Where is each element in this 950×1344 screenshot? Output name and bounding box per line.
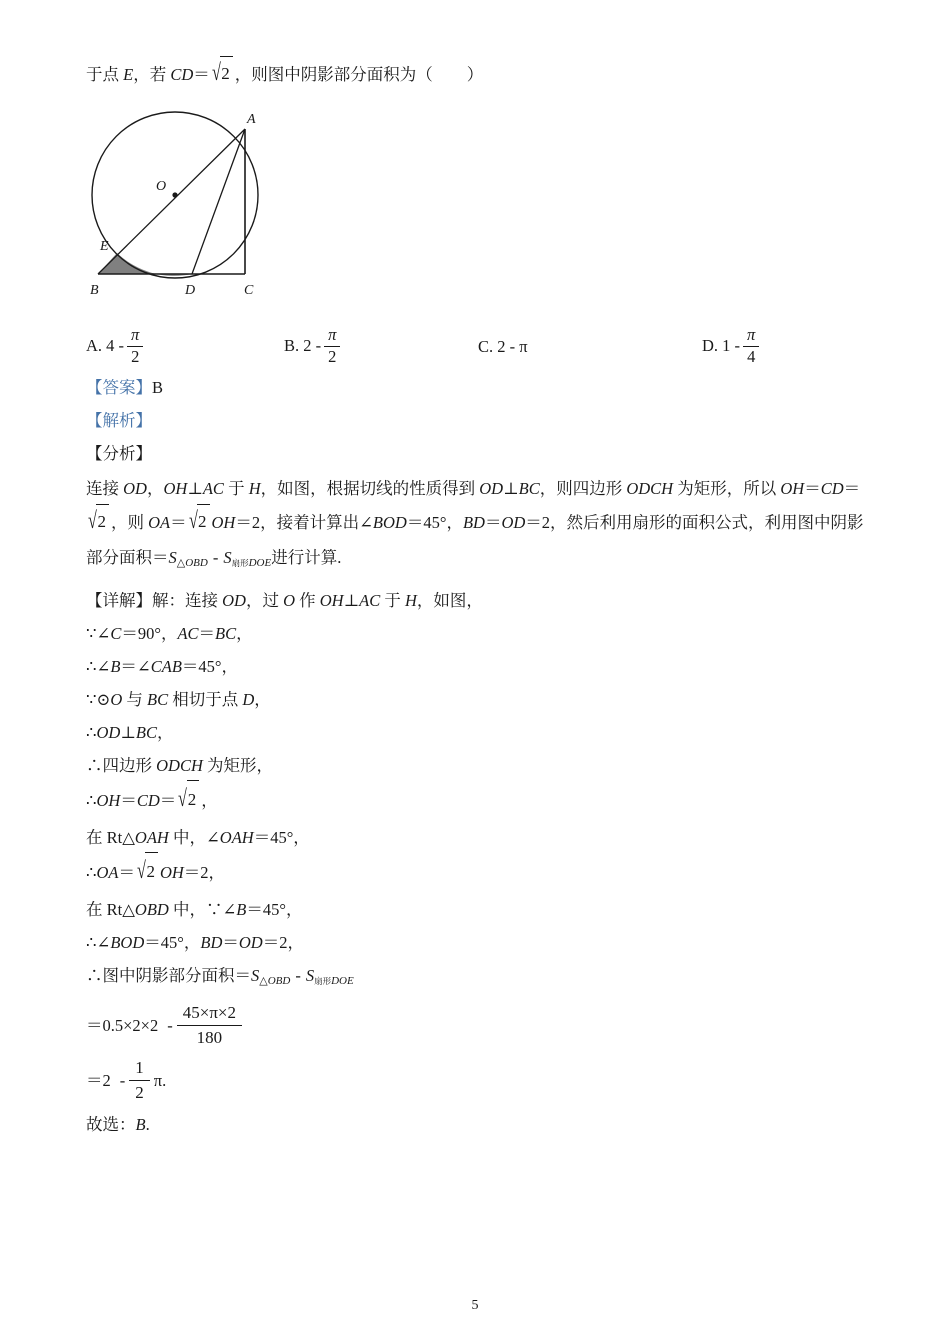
- sol12-minus: -: [295, 966, 301, 985]
- an2-eq1: ＝: [170, 513, 187, 532]
- stem-prefix: 于点: [86, 65, 124, 84]
- answer-block: [86, 371, 876, 1141]
- sol4-t2: 相切于点: [168, 690, 243, 709]
- geometry-figure: [86, 104, 286, 299]
- option-d[interactable]: [702, 326, 762, 368]
- sol8-t2: 中，: [168, 828, 206, 847]
- stem-mid1: ，若: [133, 65, 171, 84]
- sol11-eq3: ＝2，: [262, 933, 304, 952]
- sol8-eq1: ＝45°，: [253, 828, 310, 847]
- sol5-t1: ，: [156, 723, 174, 742]
- sol1-t3: 作: [295, 591, 320, 610]
- sol1-m5: H: [404, 591, 417, 610]
- answer-value: B: [152, 378, 164, 397]
- label-d: D: [185, 283, 196, 298]
- option-a[interactable]: [86, 326, 146, 368]
- sol2-m3: BC: [215, 624, 237, 643]
- an2-m3: BOD: [372, 513, 407, 532]
- sol11-m3: OD: [238, 933, 263, 952]
- sol11-m1: BOD: [110, 933, 145, 952]
- answer-label: 【答案】: [86, 378, 152, 397]
- analysis-line-1: [86, 479, 844, 498]
- sol9-m1: OA: [96, 863, 119, 882]
- circle-symbol-icon: ⊙: [96, 690, 111, 709]
- sol10-t2: 中，: [168, 900, 206, 919]
- an2-m2: OH: [211, 513, 236, 532]
- sol3-sym: ∴: [86, 657, 97, 676]
- solution-line-7: [86, 782, 876, 821]
- an3-t1: 中阴影部分面积＝: [86, 513, 864, 567]
- answer-options: [86, 316, 876, 372]
- option-c-minus: -: [509, 337, 516, 356]
- solution-line-15: [86, 1108, 876, 1141]
- option-d-num: π: [743, 325, 759, 347]
- an1-m7: ODCH: [626, 479, 674, 498]
- sol3-eq1: ＝: [120, 657, 137, 676]
- solution-line-13: [86, 998, 876, 1054]
- segment-ad: [192, 129, 245, 274]
- an3-s1: S: [168, 548, 177, 567]
- sol12-s2sub-pre: 扇形: [314, 976, 332, 986]
- solution-line-9: [86, 854, 876, 893]
- sol14-num: 1: [129, 1057, 150, 1081]
- sol2-t2: ，: [236, 624, 253, 643]
- label-e: E: [100, 239, 109, 254]
- label-o: O: [156, 179, 167, 194]
- sol4-t1: 与: [122, 690, 147, 709]
- sol12-s1: S: [251, 966, 260, 985]
- an1-t6: 为矩形，所以: [673, 479, 781, 498]
- sol11-m2: BD: [200, 933, 223, 952]
- sol1-perp: ⊥: [343, 591, 360, 610]
- sol9-eq1: ＝: [118, 863, 135, 882]
- sol12-t1: 图中阴影部分面积＝: [102, 966, 251, 985]
- sol10-m2: B: [236, 900, 247, 919]
- an3-s2sub: DOE: [248, 557, 272, 569]
- option-c[interactable]: [478, 337, 528, 357]
- sol2-sym: ∵: [86, 624, 97, 643]
- an1-eq: ＝: [804, 479, 821, 498]
- sol12-s2sub: DOE: [331, 975, 354, 987]
- sol1-t4: 于: [380, 591, 405, 610]
- sol6-sym: ∴: [86, 756, 103, 775]
- an2-eq2: ＝2: [235, 513, 261, 532]
- option-a-whole: 4: [106, 335, 115, 355]
- option-d-fraction: [743, 325, 759, 367]
- option-d-minus: -: [734, 335, 741, 355]
- option-c-whole: 2: [497, 337, 506, 356]
- geometry-svg: [86, 104, 286, 299]
- sol5-m1: OD: [96, 723, 121, 742]
- an1-m8: OH: [780, 479, 805, 498]
- stem-suffix: ）: [466, 65, 484, 84]
- sol5-sym: ∴: [86, 723, 97, 742]
- sol6-t2: 为矩形，: [202, 756, 274, 775]
- sol15-t2: .: [145, 1115, 150, 1134]
- option-c-tail: π: [519, 337, 528, 356]
- an2-eq3: ＝45°，: [406, 513, 463, 532]
- sol3-m1: B: [110, 657, 121, 676]
- an1-t3: 于: [223, 479, 249, 498]
- sol2-eq1: ＝90°，: [121, 624, 178, 643]
- sol9-sym: ∴: [86, 863, 97, 882]
- sol3-t2: ∠: [136, 657, 151, 676]
- sol11-sym: ∴: [86, 933, 97, 952]
- an1-m6: BC: [518, 479, 540, 498]
- solution-line-8: [86, 821, 876, 854]
- radical-2d: √2: [178, 782, 199, 821]
- sol11-t1: ∠: [96, 933, 111, 952]
- answer-line: [86, 371, 876, 404]
- option-a-den: 2: [131, 346, 140, 366]
- sol3-eq2: ＝45°，: [181, 657, 239, 676]
- sol13-eq: ＝0.5×2×2: [86, 1016, 159, 1035]
- label-b: B: [90, 283, 99, 298]
- sol9-rad: 2: [145, 852, 158, 891]
- stem-cd: CD: [170, 65, 194, 84]
- label-a: A: [247, 112, 256, 127]
- an1-t1: 连接: [86, 479, 124, 498]
- sol4-m1: O: [110, 690, 123, 709]
- sol1-t2: ，过: [245, 591, 284, 610]
- sol7-m2: CD: [136, 791, 160, 810]
- sol1-m4: AC: [359, 591, 381, 610]
- sol14-den: 2: [135, 1082, 144, 1102]
- analysis-header: 【分析】: [86, 444, 152, 463]
- sol10-eq1: ＝45°，: [246, 900, 303, 919]
- sol14-minus: -: [119, 1071, 126, 1090]
- radical-2c: √2: [189, 506, 210, 541]
- sol7-rad: 2: [187, 780, 200, 819]
- option-d-whole: 1: [722, 335, 731, 355]
- sol1-m2: O: [283, 591, 296, 610]
- sol10-sym: ∵: [205, 900, 223, 919]
- an1-t5: ，则四边形: [539, 479, 627, 498]
- sol10-t3: ∠: [222, 900, 237, 919]
- sol1-t5: ，如图，: [416, 591, 483, 610]
- sol10-m1: OBD: [134, 900, 169, 919]
- an3-s2sub-pre: 扇形: [231, 558, 249, 568]
- sol2-m1: C: [110, 624, 122, 643]
- sol9-m2: OH: [159, 863, 184, 882]
- radicand: 2: [220, 56, 233, 90]
- sol4-t3: ，: [254, 690, 271, 709]
- solution-line-14: [86, 1054, 876, 1108]
- sol11-eq1: ＝45°，: [144, 933, 201, 952]
- sol11-eq2: ＝: [222, 933, 239, 952]
- option-b-key: B.: [284, 335, 300, 355]
- an3-s2: S: [223, 548, 232, 567]
- an2-t2: ，接着计算出∠: [260, 513, 373, 532]
- page-number: 5: [471, 1298, 479, 1313]
- sol7-sym: ∴: [86, 791, 97, 810]
- sol8-m1: OAH: [134, 828, 169, 847]
- option-c-key: C.: [478, 337, 494, 356]
- sol4-sym: ∵: [86, 690, 97, 709]
- an3-minus: -: [212, 548, 219, 567]
- solution-line-6: [86, 749, 876, 782]
- an1-perp: ⊥: [187, 479, 203, 498]
- sol7-eq1: ＝: [120, 791, 137, 810]
- sol2-eq2: ＝: [198, 624, 216, 643]
- sol4-m2: BC: [147, 690, 169, 709]
- sol13-fraction: [177, 1002, 242, 1049]
- an1-m2: OH: [163, 479, 188, 498]
- an3-s1sub: △OBD: [176, 557, 208, 569]
- explanation-header: 【解析】: [86, 411, 152, 430]
- an1-m1: OD: [123, 479, 147, 498]
- option-b-num: π: [324, 325, 340, 347]
- label-c: C: [244, 283, 254, 298]
- an2-t1: ，则: [110, 513, 149, 532]
- sol14-fraction: [129, 1057, 150, 1104]
- sol12-sym: ∴: [86, 966, 103, 985]
- solution-line-3: [86, 650, 876, 683]
- sol5-perp: ⊥: [120, 723, 136, 742]
- an2-m5: OD: [501, 513, 526, 532]
- option-d-key: D.: [702, 335, 719, 355]
- solution-line-2: [86, 617, 876, 650]
- sol7-t1: ，: [201, 791, 218, 810]
- sol12-s2: S: [305, 966, 315, 985]
- solution-line-1: [86, 584, 876, 617]
- radical-2e: √2: [137, 854, 158, 893]
- sol12-s1sub: △OBD: [259, 975, 291, 987]
- stem-equals: ＝: [193, 65, 210, 84]
- sol15-t1: 故选：: [86, 1115, 136, 1134]
- sol8-t3: ∠: [205, 828, 220, 847]
- an3-t2: 进行计算.: [271, 548, 342, 567]
- solution-line-12: [86, 959, 876, 998]
- sol13-den: 180: [196, 1027, 223, 1047]
- an1-perp2: ⊥: [503, 479, 519, 498]
- option-b-whole: 2: [303, 335, 312, 355]
- option-b-fraction: [324, 325, 340, 367]
- sol15-m1: B: [135, 1115, 146, 1134]
- sol8-t1: 在 Rt△: [86, 828, 135, 847]
- an2-rad2: 2: [197, 504, 210, 539]
- sol7-eq2: ＝: [159, 791, 177, 810]
- an1-m5: OD: [479, 479, 504, 498]
- solution-line-11: [86, 926, 876, 959]
- sol8-m2: OAH: [219, 828, 254, 847]
- sol-header: 【详解】: [86, 591, 152, 610]
- sol7-m1: OH: [96, 791, 121, 810]
- solution-line-4: [86, 683, 876, 716]
- an1-m4: H: [248, 479, 261, 498]
- radical-2b: √2: [88, 506, 109, 541]
- an2-eq0: ＝: [843, 479, 861, 498]
- an2-m4: BD: [462, 513, 485, 532]
- sol5-m2: BC: [135, 723, 157, 742]
- option-a-key: A.: [86, 335, 103, 355]
- option-d-den: 4: [747, 346, 756, 366]
- sol1-m1: OD: [222, 591, 246, 610]
- sol1-m3: OH: [319, 591, 344, 610]
- sol2-m2: AC: [177, 624, 199, 643]
- sol2-t1: ∠: [96, 624, 111, 643]
- an2-eq4: ＝: [484, 513, 502, 532]
- sol9-eq2: ＝2: [183, 863, 209, 882]
- an1-t2: ，: [146, 479, 164, 498]
- an1-m9: CD: [820, 479, 844, 498]
- option-a-minus: -: [118, 335, 125, 355]
- an1-m3: AC: [202, 479, 224, 498]
- stem-point-e: E: [123, 65, 134, 84]
- sol13-minus: -: [167, 1016, 173, 1035]
- segment-ba: [98, 129, 245, 274]
- sol1-t1: 解：连接: [152, 591, 223, 610]
- sol3-t1: ∠: [96, 657, 111, 676]
- option-b-den: 2: [328, 346, 337, 366]
- an2-eq5: ＝2: [525, 513, 551, 532]
- sol13-num: 45×π×2: [177, 1002, 242, 1026]
- sol14-eq: ＝2: [86, 1071, 111, 1090]
- solution-line-5: [86, 716, 876, 749]
- an2-t3: ，然后利用扇形的面积公式，利用图: [550, 513, 815, 532]
- sol10-t1: 在 Rt△: [86, 900, 135, 919]
- sol3-m2: CAB: [150, 657, 182, 676]
- an2-rad: 2: [96, 504, 109, 539]
- sol6-t1: 四边形: [102, 756, 157, 775]
- an2-m1: OA: [148, 513, 171, 532]
- option-b[interactable]: [284, 326, 343, 368]
- question-stem: [86, 58, 876, 92]
- sol14-tail: π.: [153, 1071, 167, 1090]
- option-a-num: π: [127, 325, 143, 347]
- solution-line-10: [86, 893, 876, 926]
- option-a-fraction: [127, 325, 143, 367]
- sol6-m1: ODCH: [156, 756, 203, 775]
- an1-t4: ，如图，根据切线的性质得到: [260, 479, 480, 498]
- sol9-t1: ，: [208, 863, 226, 882]
- sol4-m3: D: [242, 690, 255, 709]
- analysis-paragraph: [86, 472, 876, 580]
- stem-mid2: ，则图中阴影部分面积为（: [234, 65, 433, 84]
- option-b-minus: -: [315, 335, 322, 355]
- radical-2: √2: [212, 58, 233, 92]
